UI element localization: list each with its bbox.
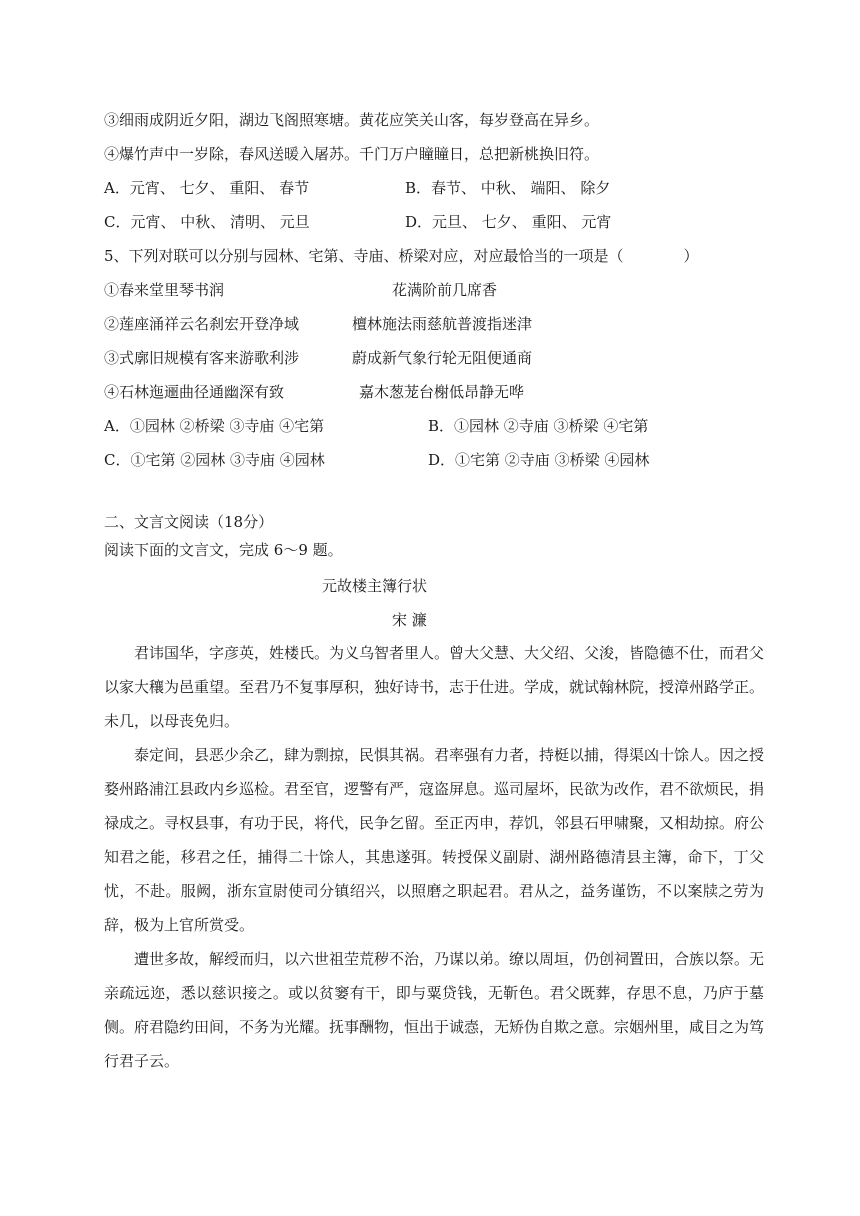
q5-couplet-2-right: 檀林施法雨慈航普渡指迷津 (352, 315, 533, 333)
q5-couplet-4-right: 嘉木葱茏台榭低昂静无哗 (359, 383, 525, 401)
passage-paragraph-2: 泰定间，县恶少余乙，肆为剽掠，民惧其祸。君率强有力者，持梃以捕，得渠凶十馀人。因之授婺州路浦江县政内乡巡检。君至官，逻警有严，寇盗屏息。巡司屋坏，民欲为改作，君不欲烦民，捐禄成之。寻权县事，有功于民，将代，民争乞留。至正丙申，荐饥，邻县石甲啸聚，又相劫掠。府公知君之能，移君之任，捕得二十馀人，其患遂弭。转授保义副尉、湖州路德清县主簿，命下，丁父忧，不赴。服阙，浙东宣尉使司分镇绍兴，以照磨之职起君。君从之，益务谨饬，不以案牍之劳为辞，极为上官所赏受。 (104, 746, 765, 934)
section-heading: 二、文言文阅读（18分） (104, 513, 274, 531)
passage-author: 宋 濂 (392, 611, 427, 629)
q4-option-c: C．元宵、 中秋、 清明、 元旦 (104, 213, 310, 231)
passage-title: 元故楼主簿行状 (322, 577, 428, 595)
q5-option-b: B．①园林 ②寺庙 ③桥梁 ④宅第 (428, 417, 649, 435)
q4-poem-4: ④爆竹声中一岁除，春风送暖入屠苏。千门万户瞳瞳日，总把新桃换旧符。 (104, 145, 600, 163)
q5-couplet-1-left: ①春来堂里琴书润 (104, 281, 225, 299)
q5-option-a: A．①园林 ②桥梁 ③寺庙 ④宅第 (104, 417, 325, 435)
q5-couplet-3-left: ③式廓旧规模有客来游歌利涉 (104, 349, 300, 367)
passage-paragraph-1: 君讳国华，字彦英，姓楼氏。为义乌智者里人。曾大父慧、大父绍、父浚，皆隐德不仕，而君父以家大穰为邑重望。至君乃不复事厚积，独好诗书，志于仕进。学成，就试翰林院，授漳州路学正。未几，以母丧免归。 (104, 644, 765, 730)
passage-paragraph-3: 遭世多故，解绶而归，以六世祖茔荒秽不治，乃谋以弟。缭以周垣，仍创祠置田，合族以祭。无亲疏远迩，悉以慈识接之。或以贫窭有干，即与粟贷钱，无靳色。君父既葬，存思不息，乃庐于墓侧。府君隐约田间，不务为光耀。抚事酬物，恒出于诚悫，无矫伪自欺之意。宗姻州里，咸目之为笃行君子云。 (104, 950, 765, 1070)
q5-couplet-1-right: 花满阶前几席香 (392, 281, 498, 299)
q5-option-c: C．①宅第 ②园林 ③寺庙 ④园林 (104, 451, 325, 469)
q4-option-a: A．元宵、 七夕、 重阳、 春节 (104, 179, 310, 197)
q4-option-d: D．元旦、 七夕、 重阳、 元宵 (405, 213, 612, 231)
section-instruction: 阅读下面的文言文，完成 6～9 题。 (104, 541, 343, 559)
q4-option-b: B．春节、 中秋、 端阳、 除夕 (405, 179, 611, 197)
q5-couplet-4-left: ④石林迤逦曲径通幽深有致 (104, 383, 285, 401)
q4-poem-3: ③细雨成阴近夕阳，湖边飞阁照寒塘。黄花应笑关山客，每岁登高在异乡。 (104, 111, 600, 129)
q5-couplet-2-left: ②莲座涌祥云名刹宏开登净域 (104, 315, 300, 333)
q5-couplet-3-right: 蔚成新气象行轮无阻便通商 (352, 349, 533, 367)
q5-stem: 5、下列对联可以分别与园林、宅第、寺庙、桥梁对应，对应最恰当的一项是（ ） (104, 247, 699, 265)
q5-option-d: D．①宅第 ②寺庙 ③桥梁 ④园林 (428, 451, 650, 469)
